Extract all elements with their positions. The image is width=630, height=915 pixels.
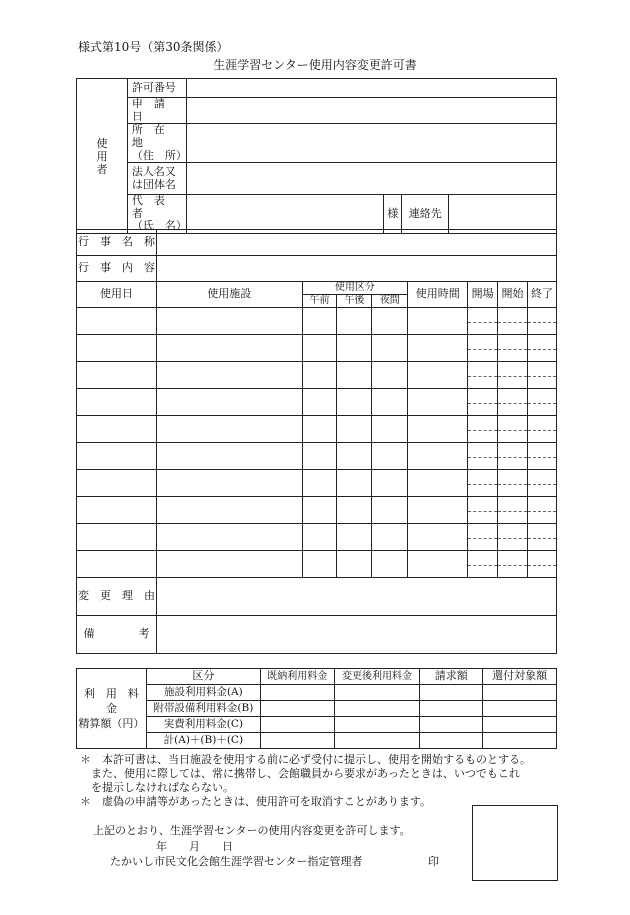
note-line: ＊ 本許可書は、当日施設を使用する前に必ず受付に提示し、使用を開始するものとする。 [80,753,531,766]
am-cell[interactable] [302,335,337,362]
usage-date-cell[interactable] [77,470,157,497]
night-cell[interactable] [372,335,408,362]
open-cell[interactable] [468,308,498,335]
pm-cell[interactable] [337,524,372,551]
facility-cell[interactable] [156,470,302,497]
time-cell[interactable] [408,443,468,470]
start-cell[interactable] [498,497,528,524]
facility-cell[interactable] [156,308,302,335]
start-cell[interactable] [498,308,528,335]
change-reason-field[interactable] [156,578,556,616]
night-cell[interactable] [372,497,408,524]
user-row-label: 許可番号 [127,79,186,98]
honorific-label: 様 [384,195,402,234]
end-cell[interactable] [528,362,557,389]
permit-number-field[interactable] [186,79,556,98]
fee-cell[interactable] [420,685,483,701]
facility-cell[interactable] [156,443,302,470]
fee-cell[interactable] [483,701,557,717]
facility-cell[interactable] [156,362,302,389]
end-cell[interactable] [528,443,557,470]
usage-date-cell[interactable] [77,416,157,443]
fee-cell[interactable] [260,717,334,733]
fee-row-label: 附帯設備利用料金(B) [146,701,260,717]
time-cell[interactable] [408,308,468,335]
usage-date-cell[interactable] [77,362,157,389]
start-cell[interactable] [498,470,528,497]
usage-division-header: 使用区分 [302,282,408,295]
facility-cell[interactable] [156,551,302,578]
facility-cell[interactable] [156,335,302,362]
fee-cell[interactable] [420,717,483,733]
user-row-label: 申 請 日 [127,98,186,124]
fee-cell[interactable] [483,685,557,701]
form-number: 様式第10号（第30条関係） [78,40,229,54]
remarks-label: 備 考 [77,616,157,654]
facility-cell[interactable] [156,416,302,443]
usage-date-cell[interactable] [77,524,157,551]
usage-date-cell[interactable] [77,443,157,470]
user-row-label: 所 在 地 （住 所） [127,124,186,163]
open-cell[interactable] [468,551,498,578]
usage-date-header: 使用日 [77,282,157,308]
user-group-label: 使 用 者 [77,79,128,234]
night-cell[interactable] [372,308,408,335]
open-venue-header: 開場 [468,282,498,308]
user-row-label: 代 表 者 （氏 名） [127,195,186,234]
approval-date: 年 月 日 [156,840,233,853]
usage-date-cell[interactable] [77,551,157,578]
pm-cell[interactable] [337,389,372,416]
am-cell[interactable] [302,524,337,551]
am-cell[interactable] [302,443,337,470]
end-cell[interactable] [528,416,557,443]
pm-cell[interactable] [337,470,372,497]
time-cell[interactable] [408,362,468,389]
fee-row-label: 計(A)＋(B)＋(C) [146,733,260,749]
pm-cell[interactable] [337,308,372,335]
am-cell[interactable] [302,389,337,416]
open-cell[interactable] [468,497,498,524]
time-cell[interactable] [408,524,468,551]
event-name-label: 行 事 名 称 [77,230,157,256]
fee-cell[interactable] [334,733,420,749]
end-cell[interactable] [528,389,557,416]
open-cell[interactable] [468,416,498,443]
am-cell[interactable] [302,308,337,335]
am-cell[interactable] [302,416,337,443]
night-cell[interactable] [372,443,408,470]
application-date-field[interactable] [186,98,556,124]
am-cell[interactable] [302,470,337,497]
change-reason-label: 変 更 理 由 [77,578,157,616]
am-cell[interactable] [302,497,337,524]
end-cell[interactable] [528,308,557,335]
start-cell[interactable] [498,389,528,416]
start-header: 開始 [498,282,528,308]
fee-row-label: 実費利用料金(C) [146,717,260,733]
end-cell[interactable] [528,470,557,497]
end-header: 終了 [528,282,557,308]
fee-header-billed: 請求額 [420,669,483,685]
end-cell[interactable] [528,524,557,551]
seal-mark: 印 [428,855,439,868]
event-name-field[interactable] [156,230,556,256]
usage-date-cell[interactable] [77,308,157,335]
remarks-field[interactable] [156,616,556,654]
pm-cell[interactable] [337,443,372,470]
am-cell[interactable] [302,551,337,578]
fee-cell[interactable] [483,733,557,749]
fee-cell[interactable] [420,701,483,717]
open-cell[interactable] [468,443,498,470]
usage-rows [77,308,557,578]
user-table [76,78,557,234]
seal-box[interactable] [472,805,558,881]
end-cell[interactable] [528,335,557,362]
usage-time-header: 使用時間 [408,282,468,308]
night-cell[interactable] [372,389,408,416]
time-cell[interactable] [408,335,468,362]
contact-label: 連絡先 [402,195,449,234]
usage-date-cell[interactable] [77,497,157,524]
fee-cell[interactable] [334,717,420,733]
usage-date-cell[interactable] [77,389,157,416]
night-cell[interactable] [372,524,408,551]
night-header: 夜間 [372,295,408,308]
night-cell[interactable] [372,470,408,497]
pm-cell[interactable] [337,362,372,389]
time-cell[interactable] [408,497,468,524]
pm-header: 午後 [337,295,372,308]
open-cell[interactable] [468,389,498,416]
time-cell[interactable] [408,551,468,578]
event-content-label: 行 事 内 容 [77,256,157,282]
facility-cell[interactable] [156,524,302,551]
address-field[interactable] [186,124,556,163]
fee-cell[interactable] [260,685,334,701]
open-cell[interactable] [468,335,498,362]
fee-table [76,668,557,749]
pm-cell[interactable] [337,416,372,443]
fee-cell[interactable] [334,685,420,701]
fee-group-label: 利 用 料 金 精算額（円） [77,669,147,749]
open-cell[interactable] [468,362,498,389]
user-row-label: 法人名又 は団体名 [127,163,186,195]
facility-cell[interactable] [156,497,302,524]
facility-header: 使用施設 [156,282,302,308]
am-header: 午前 [302,295,337,308]
pm-cell[interactable] [337,497,372,524]
event-content-field[interactable] [156,256,556,282]
start-cell[interactable] [498,335,528,362]
start-cell[interactable] [498,443,528,470]
facility-cell[interactable] [156,389,302,416]
fee-header-after-change: 変更後利用料金 [334,669,420,685]
fee-cell[interactable] [334,701,420,717]
note-line: ＊ 虚偽の申請等があったときは、使用許可を取消すことがあります。 [80,795,432,808]
open-cell[interactable] [468,524,498,551]
start-cell[interactable] [498,524,528,551]
am-cell[interactable] [302,362,337,389]
time-cell[interactable] [408,470,468,497]
issuer-name: たかいし市民文化会館生涯学習センター指定管理者 [110,855,363,868]
event-table [76,229,557,654]
note-line: を提示しなければならない。 [80,781,234,794]
start-cell[interactable] [498,362,528,389]
pm-cell[interactable] [337,335,372,362]
fee-header-refund: 還付対象額 [483,669,557,685]
fee-cell[interactable] [420,733,483,749]
fee-cell[interactable] [260,733,334,749]
representative-name-field[interactable] [186,195,384,234]
contact-field[interactable] [449,195,557,234]
fee-row-label: 施設利用料金(A) [146,685,260,701]
approval-text: 上記のとおり、生涯学習センターの使用内容変更を許可します。 [93,824,411,837]
fee-cell[interactable] [483,717,557,733]
time-cell[interactable] [408,389,468,416]
end-cell[interactable] [528,551,557,578]
fee-cell[interactable] [260,701,334,717]
night-cell[interactable] [372,362,408,389]
night-cell[interactable] [372,551,408,578]
start-cell[interactable] [498,416,528,443]
fee-header-paid: 既納利用料金 [260,669,334,685]
note-line: また、使用に際しては、常に携帯し、会館職員から要求があったときは、いつでもこれ [80,767,520,780]
start-cell[interactable] [498,551,528,578]
open-cell[interactable] [468,470,498,497]
pm-cell[interactable] [337,551,372,578]
end-cell[interactable] [528,497,557,524]
fee-header-category: 区分 [146,669,260,685]
night-cell[interactable] [372,416,408,443]
organization-name-field[interactable] [186,163,556,195]
page-title: 生涯学習センター使用内容変更許可書 [213,58,417,72]
time-cell[interactable] [408,416,468,443]
usage-date-cell[interactable] [77,335,157,362]
